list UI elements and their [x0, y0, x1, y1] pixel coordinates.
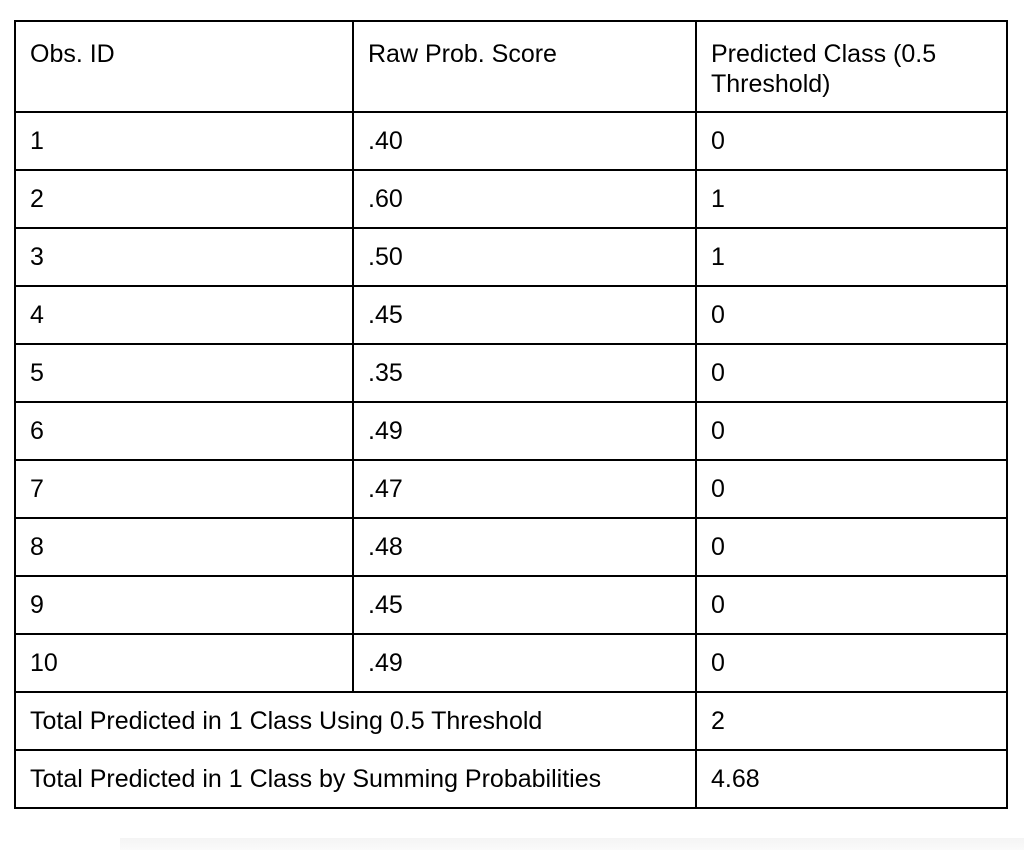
page-shadow — [120, 838, 1024, 850]
predicted-class-cell: 1 — [696, 228, 1007, 286]
header-obs-id: Obs. ID — [15, 21, 353, 112]
predicted-class-cell: 0 — [696, 518, 1007, 576]
raw-prob-score-cell: .50 — [353, 228, 696, 286]
predicted-class-cell: 0 — [696, 112, 1007, 170]
table-row — [15, 518, 1007, 576]
raw-prob-score-cell: .49 — [353, 402, 696, 460]
obs-id-cell: 7 — [15, 460, 353, 518]
results-table — [14, 20, 1008, 809]
table-row — [15, 576, 1007, 634]
raw-prob-score-cell: .48 — [353, 518, 696, 576]
obs-id-cell: 2 — [15, 170, 353, 228]
table-row — [15, 402, 1007, 460]
obs-id-cell: 8 — [15, 518, 353, 576]
raw-prob-score-cell: .60 — [353, 170, 696, 228]
total-summing-value: 4.68 — [696, 750, 1007, 808]
total-threshold-label: Total Predicted in 1 Class Using 0.5 Threshold — [15, 692, 696, 750]
total-summing-row — [15, 750, 1007, 808]
obs-id-cell: 4 — [15, 286, 353, 344]
total-summing-label: Total Predicted in 1 Class by Summing Probabilities — [15, 750, 696, 808]
table-body — [15, 21, 1007, 808]
predicted-class-cell: 1 — [696, 170, 1007, 228]
table-row — [15, 112, 1007, 170]
table-row — [15, 344, 1007, 402]
obs-id-cell: 1 — [15, 112, 353, 170]
raw-prob-score-cell: .40 — [353, 112, 696, 170]
raw-prob-score-cell: .47 — [353, 460, 696, 518]
header-row — [15, 21, 1007, 112]
obs-id-cell: 9 — [15, 576, 353, 634]
predicted-class-cell: 0 — [696, 402, 1007, 460]
table-row — [15, 170, 1007, 228]
table-row — [15, 460, 1007, 518]
predicted-class-cell: 0 — [696, 286, 1007, 344]
obs-id-cell: 3 — [15, 228, 353, 286]
total-threshold-value: 2 — [696, 692, 1007, 750]
raw-prob-score-cell: .49 — [353, 634, 696, 692]
predicted-class-cell: 0 — [696, 576, 1007, 634]
table-row — [15, 286, 1007, 344]
predicted-class-cell: 0 — [696, 460, 1007, 518]
raw-prob-score-cell: .35 — [353, 344, 696, 402]
table-row — [15, 228, 1007, 286]
raw-prob-score-cell: .45 — [353, 576, 696, 634]
raw-prob-score-cell: .45 — [353, 286, 696, 344]
header-predicted-class: Predicted Class (0.5 Threshold) — [696, 21, 1007, 112]
obs-id-cell: 5 — [15, 344, 353, 402]
obs-id-cell: 10 — [15, 634, 353, 692]
obs-id-cell: 6 — [15, 402, 353, 460]
total-threshold-row — [15, 692, 1007, 750]
predicted-class-cell: 0 — [696, 634, 1007, 692]
header-raw-prob-score: Raw Prob. Score — [353, 21, 696, 112]
table-row — [15, 634, 1007, 692]
results-table-container — [14, 20, 1008, 809]
predicted-class-cell: 0 — [696, 344, 1007, 402]
